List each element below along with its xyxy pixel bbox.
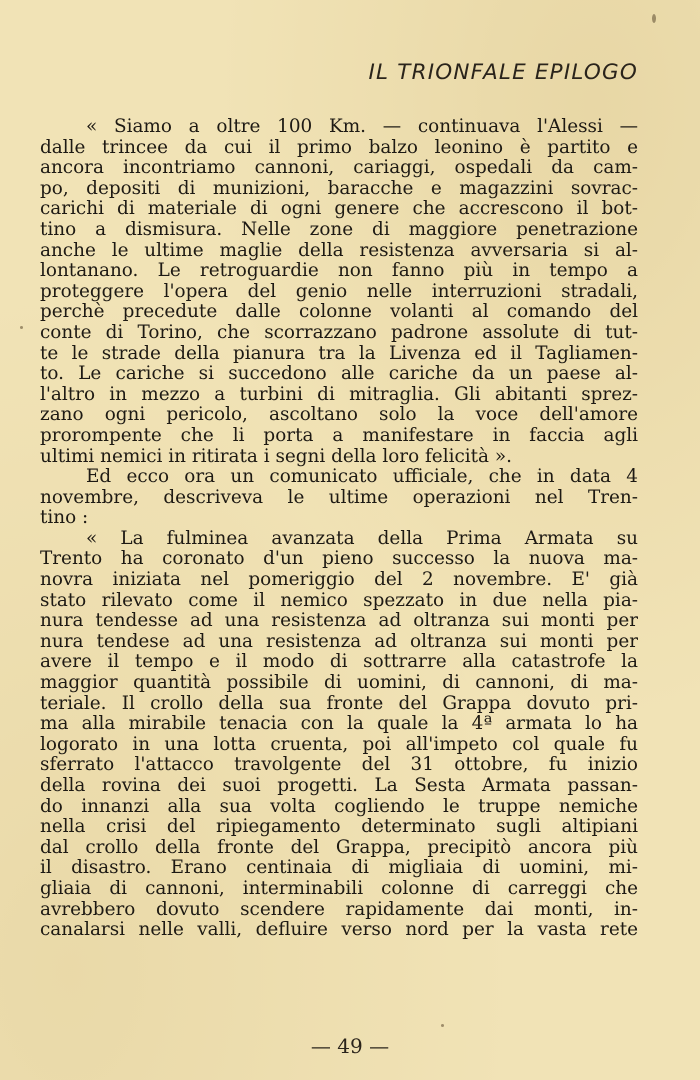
text-line: stato rilevato come il nemico spezzato in due nella pia- [40,590,638,611]
text-line: dalle trincee da cui il primo balzo leonino è partito e [40,137,638,158]
text-line: logorato in una lotta cruenta, poi all'impeto col quale fu [40,734,638,755]
text-line: ancora incontriamo cannoni, cariaggi, ospedali da cam- [40,158,638,179]
text-line: po, depositi di munizioni, baracche e magazzini sovrac- [40,178,638,199]
text-line: canalarsi nelle valli, defluire verso nord per la vasta rete [40,920,638,941]
text-line: della rovina dei suoi progetti. La Sesta Armata passan- [40,776,638,796]
paper-speck [20,326,23,329]
text-line: nura tendese ad una resistenza ad oltranza sui monti per [40,631,638,652]
text-line: avere il tempo e il modo di sottrarre alla catastrofe la [40,652,638,673]
text-line: carichi di materiale di ogni genere che accrescono il bot- [40,199,638,220]
text-line: teriale. Il crollo della sua fronte del Grappa dovuto pri- [40,693,638,714]
text-line: proteggere l'opera del genio nelle interruzioni stradali, [40,281,638,302]
text-line: Trento ha coronato d'un pieno successo la nuova ma- [40,549,638,570]
text-line: anche le ultime maglie della resistenza avversaria si al- [40,240,638,261]
text-line: perchè precedute dalle colonne volanti al comando del [40,302,638,323]
text-line: prorompente che li porta a manifestare in faccia agli [40,425,638,446]
text-line: conte di Torino, che scorrazzano padrone assolute di tut- [40,322,638,343]
text-line: « Siamo a oltre 100 Km. — continuava l'Alessi — [86,117,638,137]
text-line: il disastro. Erano centinaia di migliaia di uomini, mi- [40,858,638,879]
text-line: ultimi nemici in ritirata i segni della loro felicità ». [40,446,512,467]
text-line: gliaia di cannoni, interminabili colonne di carreggi che [40,878,638,899]
text-line: ma alla mirabile tenacia con la quale la 4ª armata lo ha [40,714,638,735]
text-line: novembre, descriveva le ultime operazioni nel Tren- [40,487,638,508]
text-line: « La fulminea avanzata della Prima Armata su [86,528,638,549]
text-line: avrebbero dovuto scendere rapidamente dai monti, in- [40,899,638,920]
paper-speck [652,14,656,23]
text-line: tino : [40,508,89,529]
text-line: nura tendesse ad una resistenza ad oltranza sui monti per [40,611,638,632]
body-text [40,117,638,941]
text-line: nella crisi del ripiegamento determinato sugli altipiani [40,817,638,838]
text-line: te le strade della pianura tra la Livenza ed il Tagliamen- [40,343,638,364]
text-line: l'altro in mezzo a turbini di mitraglia. Gli abitanti sprez- [40,384,638,405]
text-line: novra iniziata nel pomeriggio del 2 novembre. E' già [40,570,638,591]
text-line: sferrato l'attacco travolgente del 31 ottobre, fu inizio [40,755,638,776]
text-line: Ed ecco ora un comunicato ufficiale, che in data 4 [86,467,638,488]
text-line: dal crollo della fronte del Grappa, precipitò ancora più [40,837,638,858]
text-line: maggior quantità possibile di uomini, di cannoni, di ma- [40,673,638,694]
running-header-title: IL TRIONFALE EPILOGO [368,60,638,85]
page-number: — 49 — [310,1034,390,1058]
text-line: to. Le cariche si succedono alle cariche da un paese al- [40,364,638,385]
paper-speck [441,1024,444,1027]
text-line: do innanzi alla sua volta cogliendo le truppe nemiche [40,796,638,817]
text-line: tino a dismisura. Nelle zone di maggiore penetrazione [40,219,638,240]
text-line: lontanano. Le retroguardie non fanno più in tempo a [40,261,638,282]
text-line: zano ogni pericolo, ascoltano solo la voce dell'amore [40,405,638,426]
